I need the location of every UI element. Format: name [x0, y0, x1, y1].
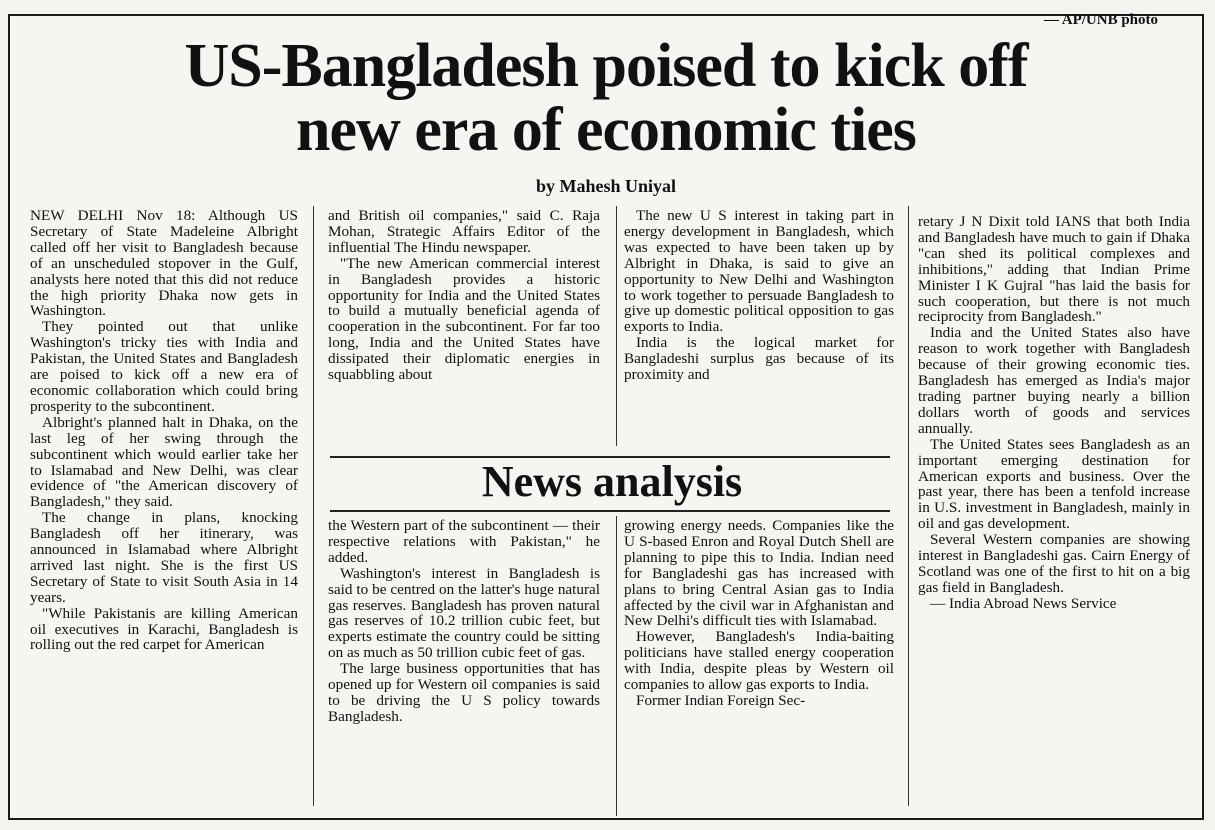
headline	[10, 34, 1202, 162]
photo-credit: — AP/UNB photo	[1043, 12, 1158, 28]
paragraph: "The new American commercial interest in Bangladesh provides a historic opportunity for India and the United States to build a mutually beneficial agenda of cooperation in the subcontinent. For far too long, India and the United States have dissipated their diplomatic energies in squabbling about	[328, 254, 600, 384]
paragraph: Albright's planned halt in Dhaka, on the last leg of her swing through the subcontinent which would earlier take her to Islamabad and New Delhi, was clear evidence of "the American discovery of Bangladesh," they said.	[30, 413, 298, 511]
paragraph: Washington's interest in Bangladesh is said to be centred on the latter's huge natural gas reserves. Bangladesh has proven natural gas reserves of 10.2 trillion cubic feet, but experts estimate the country could be sitting on as much as 50 trillion cubic feet of gas.	[328, 564, 600, 662]
column-rule	[313, 206, 314, 806]
paragraph: Former Indian Foreign Sec-	[636, 691, 806, 709]
section-rule-bottom	[330, 510, 890, 512]
article-column-2-top	[328, 208, 600, 448]
article-column-4	[918, 214, 1190, 814]
column-rule	[616, 206, 617, 446]
paragraph: Several Western companies are showing interest in Bangladeshi gas. Cairn Energy of Scotland was one of the first to hit on a big gas field in Bangladesh.	[918, 531, 1190, 596]
paragraph: the Western part of the subcontinent — their respective relations with Pakistan," he added.	[328, 518, 600, 566]
byline: by Mahesh Uniyal	[535, 176, 677, 196]
paragraph: The new U S interest in taking part in energy development in Bangladesh, which was expected to have been taken up by Albright in Dhaka, is said to give an opportunity to New Delhi and Washington to work together to persuade Bangladesh to give up domestic political opposition to gas exports to India.	[624, 208, 894, 336]
headline-line-1: US-Bangladesh poised to kick off	[184, 32, 1028, 100]
article-column-1	[30, 208, 298, 808]
paragraph: retary J N Dixit told IANS that both India and Bangladesh have much to gain if Dhaka "can shed its political complexes and inhibitions," adding that Indian Prime Minister I K Gujral "has laid the basis for such cooperation, but there is not much reciprocity from Bangladesh."	[918, 214, 1190, 326]
paragraph: However, Bangladesh's India-baiting politicians have stalled energy cooperation with India, despite pleas by Western oil companies to allow gas exports to India.	[624, 628, 894, 694]
article-column-3-top	[624, 208, 894, 448]
paragraph: The United States sees Bangladesh as an important emerging destination for American exports and business. Over the past year, there has been a tenfold increase in U.S. investment in Bangladesh, mainly in oil and gas development.	[918, 435, 1190, 533]
source-credit: — India Abroad News Service	[930, 594, 1117, 612]
paragraph: and British oil companies," said C. Raja Mohan, Strategic Affairs Editor of the influential The Hindu newspaper.	[328, 208, 600, 256]
paragraph: NEW DELHI Nov 18: Although US Secretary of State Madeleine Albright called off her visit to Bangladesh because of an unscheduled stopover in the Gulf, analysts here noted that this did not reduce the high priority Dhaka now gets in Washington.	[30, 208, 298, 320]
column-rule	[616, 516, 617, 816]
paragraph: India is the logical market for Bangladeshi surplus gas because of its proximity and	[624, 334, 894, 384]
news-clipping	[8, 14, 1204, 820]
paragraph: They pointed out that unlike Washington's tricky ties with India and Pakistan, the United States and Bangladesh are poised to kick off a new era of economic collaboration which could bring prosperity to the subcontinent.	[30, 318, 298, 415]
article-column-3-bottom	[624, 518, 894, 814]
paragraph: "While Pakistanis are killing American oil executives in Karachi, Bangladesh is rolling out the red carpet for American	[30, 604, 298, 654]
column-rule	[908, 206, 909, 806]
paragraph: India and the United States also have reason to work together with Bangladesh because of their growing economic ties. Bangladesh has emerged as India's major trading partner buying nearly a billion dollars worth of goods and services annually.	[918, 324, 1190, 437]
section-label: News analysis	[481, 457, 743, 506]
headline-line-2: new era of economic ties	[296, 96, 916, 164]
paragraph: growing energy needs. Companies like the U S-based Enron and Royal Dutch Shell are planning to pipe this to India. Indian need for Bangladeshi gas has increased with plans to bring Central Asian gas to India affected by the civil war in Afghanistan and New Delhi's difficult ties with Islamabad.	[624, 518, 894, 630]
article-column-2-bottom	[328, 518, 600, 814]
paragraph: The change in plans, knocking Bangladesh off her itinerary, was announced in Islamabad where Albright arrived last night. She is the first US Secretary of State to visit South Asia in 14 years.	[30, 509, 298, 606]
paragraph: The large business opportunities that has opened up for Western oil companies is said to be driving the U S policy towards Bangladesh.	[328, 660, 600, 725]
